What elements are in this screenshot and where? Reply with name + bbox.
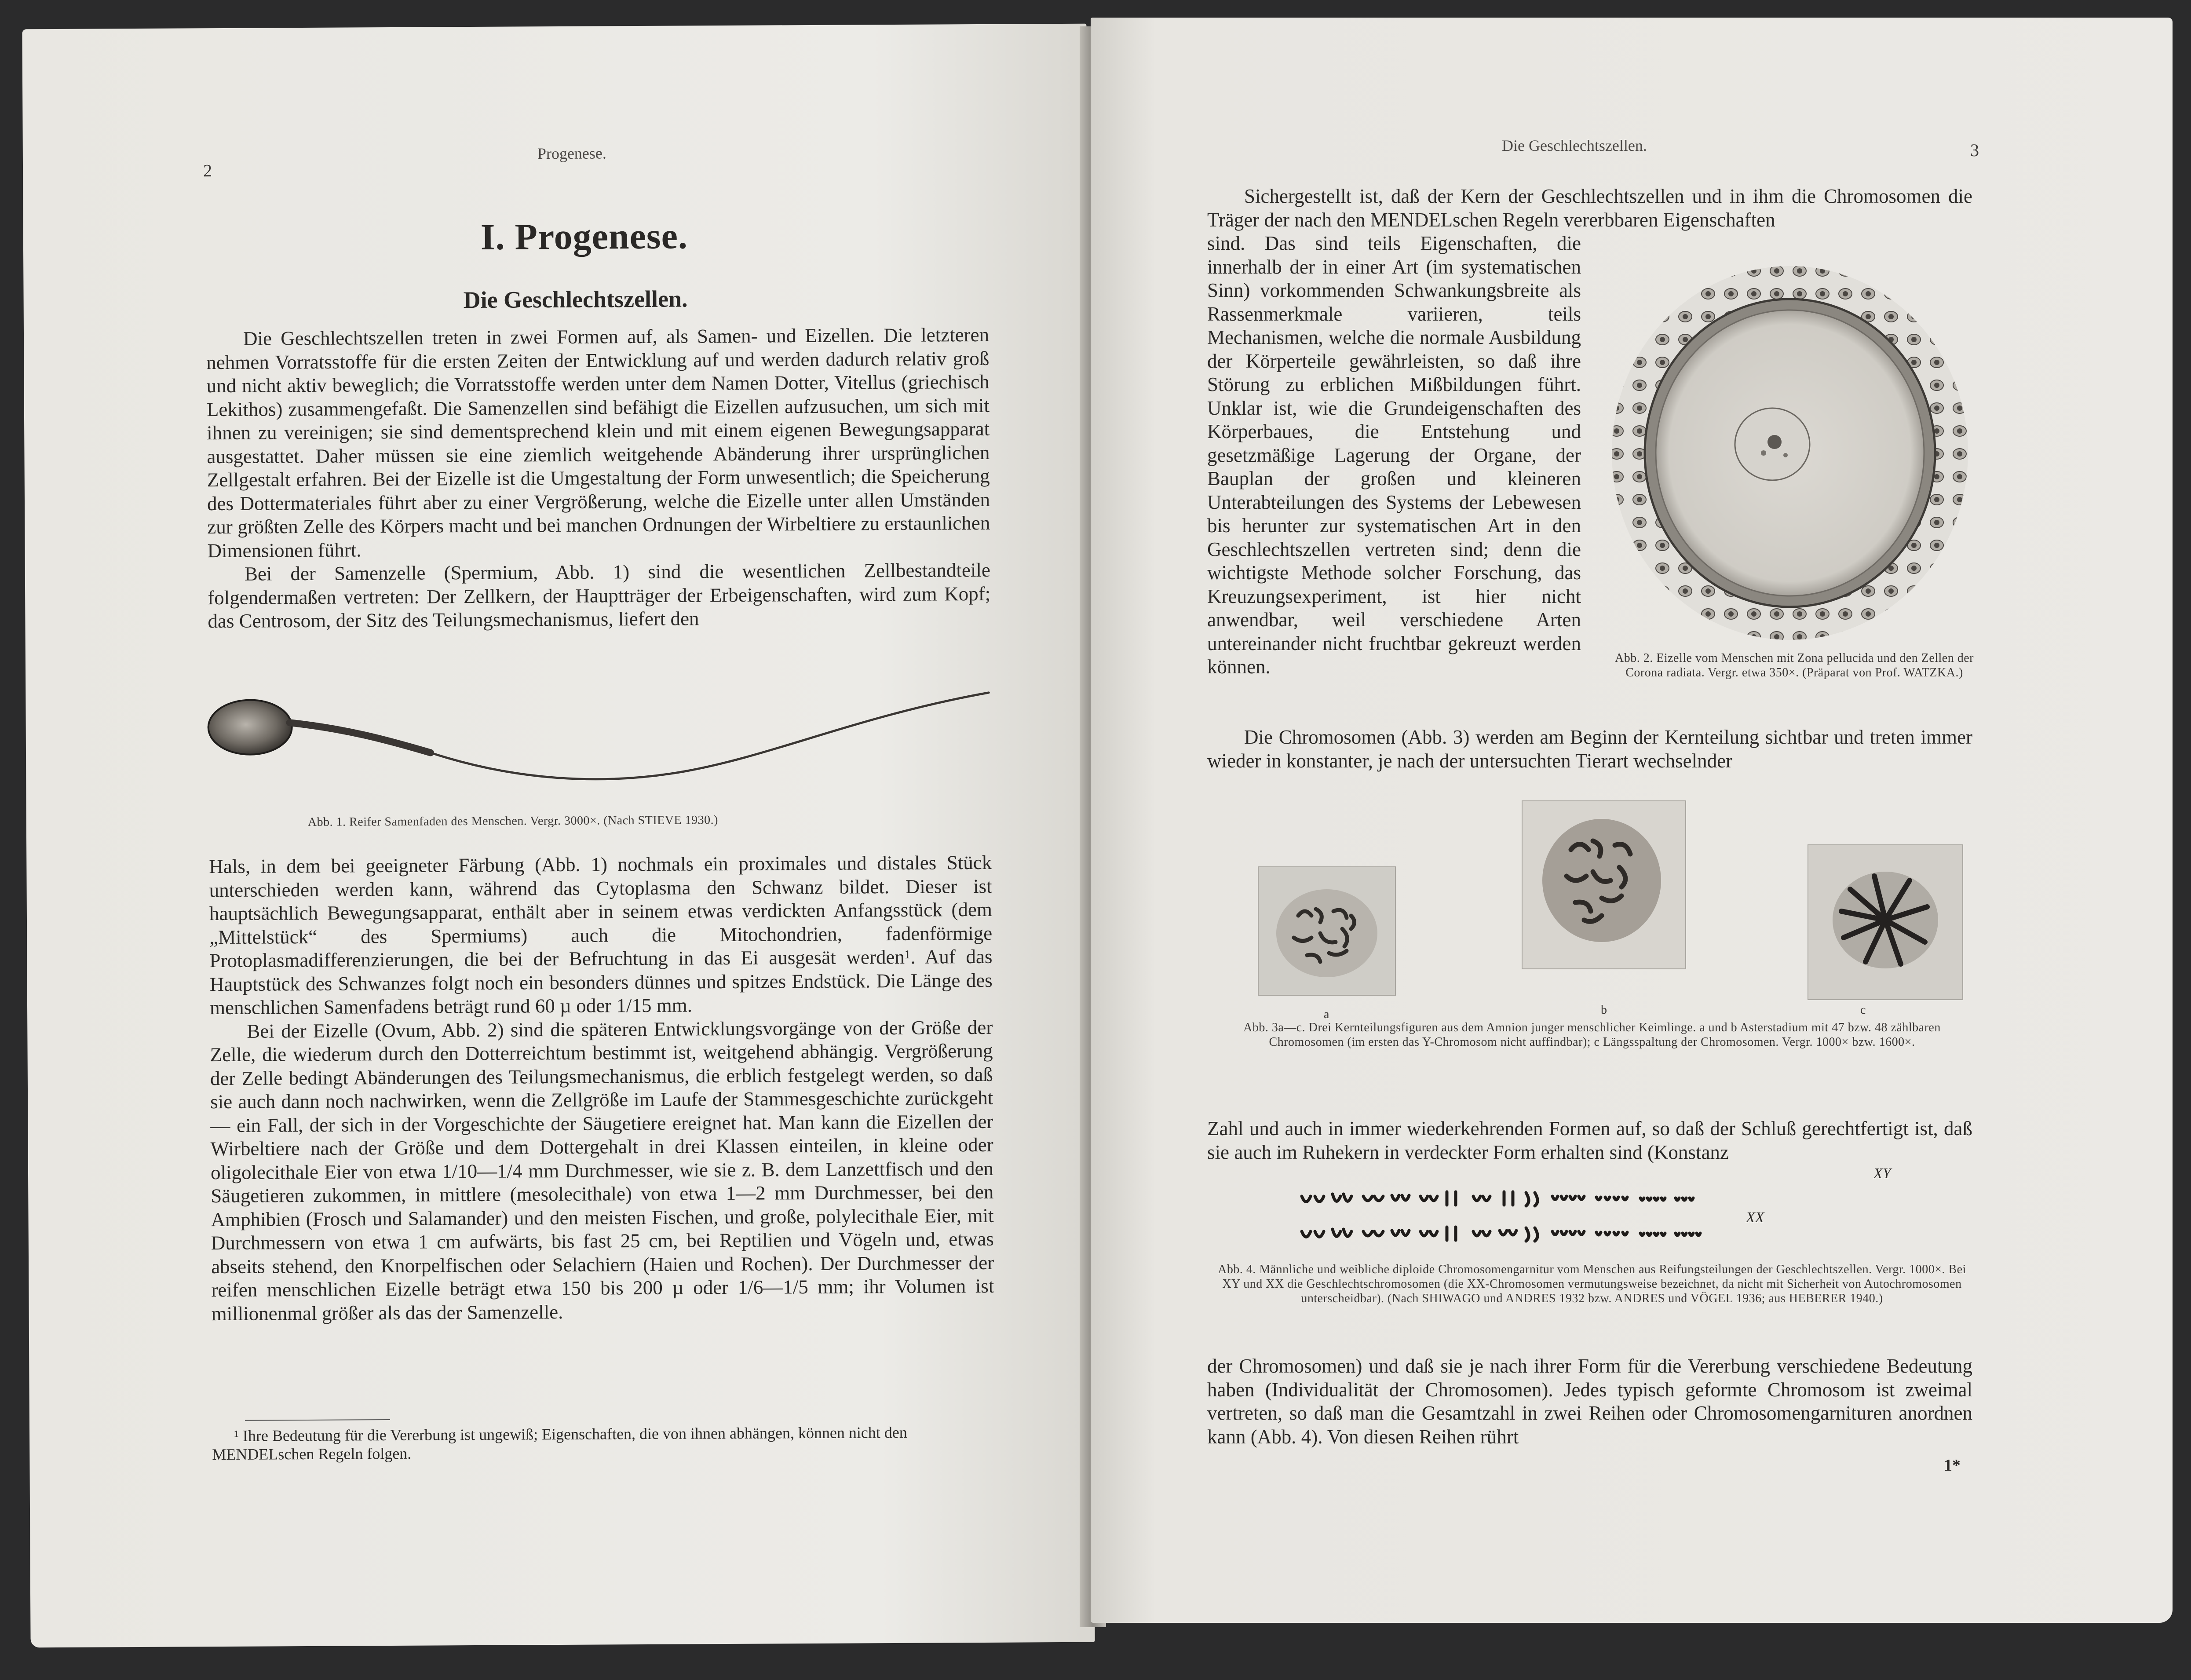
page-number: 2 (203, 161, 212, 181)
footnote-rule (245, 1419, 390, 1421)
figure-2-egg-cell (1605, 259, 1975, 646)
left-page (22, 24, 1095, 1648)
paragraph: Sichergestellt ist, daß der Kern der Geschlechtszellen und in ihm die Chromosomen die Träger der nach den MENDELschen Regeln vererbbaren Eigenschaften (1207, 185, 1972, 231)
paragraph: Zahl und auch in immer wiederkehrenden Formen auf, so daß der Schluß gerechtfertigt ist, daß sie auch im Ruhekern in verdeckter Form erhalten sind (Konstanz (1207, 1118, 1972, 1163)
paragraph: Hals, in dem bei geeigneter Färbung (Abb. 1) nochmals ein proximales und distales Stück unterschieden werden kann, während das Cytoplasma den Schwanz bildet. Dieser ist hauptsächlich Bewegungsapparat, enthält aber in seinem etwas verdickten Anfangsstück (dem „Mittelstück“ des Spermiums) auch die Mitochondrien, fadenförmige Protoplasmadifferenzierungen, die bei der Befruchtung in das Ei ausgesät werden¹. Auf das Hauptstück des Schwanzes folgt noch ein besonders dünnes und spitzes Endstück. Die Länge des menschlichen Samenfadens beträgt rund 60 µ oder 1/15 mm. (209, 851, 993, 1019)
figure-3b-photo (1522, 800, 1686, 969)
paragraph: sind. Das sind teils Eigenschaften, die innerhalb der in einer Art (im systematischen Sinn) vorkommenden Schwankungsbreite als Rassenmerkmale variieren, teils Mechanismen, welche die normale Ausbildung der Körperteile gewährleisten, so daß ihre Störung zu erblichen Mißbildungen führt. Unklar ist, wie die Grundeigenschaften des Körperbaues, die Entstehung und gesetzmäßige Lagerung der Organe, der Bauplan der großen und kleineren Unterabteilungen des Systems der Lebewesen bis herunter zur systematischen Art in den Geschlechtszellen vertreten sind; denn die wichtigste Methode solcher Forschung, das Kreuzungsexperiment, ist hier nicht anwendbar, weil verschiedene Arten untereinander nicht fruchtbar gekreuzt werden können. (1207, 232, 1581, 678)
section-title: Die Geschlechtszellen. (463, 285, 688, 314)
figure-3a-photo (1258, 866, 1396, 996)
paragraph: Die Chromosomen (Abb. 3) werden am Beginn der Kernteilung sichtbar und treten immer wieder in konstanter, je nach der untersuchten Tierart wechselnder (1207, 726, 1972, 772)
paragraph: der Chromosomen) und daß sie je nach ihrer Form für die Vererbung verschiedene Bedeutung haben (Individualität der Chromosomen). Jedes typisch geformte Chromosom ist zweimal vertreten, so daß man die Gesamtzahl in zwei Reihen oder Chromosomengarnituren anordnen kann (Abb. 4). Von diesen Reihen rührt (1207, 1355, 1972, 1448)
figure-1-sperm (201, 675, 994, 811)
figure-1-caption: Abb. 1. Reifer Samenfaden des Menschen. Vergr. 3000×. (Nach STIEVE 1930.) (307, 813, 718, 829)
main-text (209, 851, 994, 1326)
paragraph: Bei der Samenzelle (Spermium, Abb. 1) sind die wesentlichen Zellbestandteile folgendermaßen vertreten: Der Zellkern, der Hauptträger der Erbeigenschaften, wird zum Kopf; das Centrosom, der Sitz des Teilungsmechanismus, liefert den (208, 559, 991, 632)
figure-3a-label: a (1324, 1008, 1329, 1021)
figure-4-caption: Abb. 4. Männliche und weibliche diploide Chromosomengarnitur vom Menschen aus Reifungsteilungen der Geschlechtszellen. Vergr. 1000×. Bei XY und XX die Geschlechtschromosomen (die XX-Chromosomen vermutungsweise bezeichnet, da nicht mit Sicherheit von Autochromosomen unterscheidbar). (Nach SHIWAGO und ANDRES 1932 bzw. ANDRES und VÖGEL 1936; aus HEBERER 1940.) (1218, 1263, 1966, 1305)
paragraph: Bei der Eizelle (Ovum, Abb. 2) sind die späteren Entwicklungsvorgänge von der Größe der Zelle, die wiederum durch den Dotterreichtum bestimmt ist, weitgehend abhängig. Vergrößerung der Zelle bedingt Abänderungen des Teilungsmechanismus, die erblich festgelegt werden, so daß sie auch dann noch nachwirken, wenn die Zellgröße im Laufe der Stammesgeschichte zurückgeht — ein Fall, der sich in der Vorgeschichte der Säugetiere ereignet hat. Man kann die Eizellen der Wirbeltiere nach der Größe und dem Dottergehalt in drei Klassen einteilen, in kleine oder oligolecithale Eier von etwa 1/10—1/4 mm Durchmesser, wie sie z. B. dem Lanzettfisch und den Säugetieren zukommen, in mittlere (mesolecithale) von etwa 1—2 mm Durchmesser, bei den Amphibien (Frosch und Salamander) und den meisten Fischen, und große, polylecithale Eier, mit Durchmessern von etwa 1 cm aufwärts, bis fast 25 cm, bei Reptilien und Vögeln und, etwas abseits stehend, den Knorpelfischen oder Selachiern (Haien und Rochen). Der Durchmesser der reifen menschlichen Eizelle beträgt etwa 150 bis 200 µ oder 1/6—1/5 mm; ihr Volumen ist millionenmal größer als das der Samenzelle. (210, 1016, 994, 1325)
paragraph: Die Geschlechtszellen treten in zwei Formen auf, als Samen- und Eizellen. Die letzteren nehmen Vorratsstoffe für die ersten Zeiten der Entwicklung auf und werden dadurch relativ groß und nicht aktiv beweglich; die Vorratsstoffe werden unter dem Namen Dotter, Vitellus (griechisch Lekithos) zusammengefaßt. Die Samenzellen sind befähigt die Eizellen aufzusuchen, um sich mit ihnen zu vereinigen; sie sind dementsprechend klein und mit einem eigenen Bewegungsapparat ausgestattet. Daher müssen sie eine ziemlich weitgehende Abänderung ihrer ursprünglichen Zellgestalt erfahren. Bei der Eizelle ist die Umgestaltung der Form unwesentlich; die Speicherung des Dottermateriales führt aber zu einer Vergrößerung, welche die Eizelle unter allen Umständen zur größten Zelle des Körpers macht und bei manchen Ordnungen der Wirbeltiere zu erstaunlichen Dimensionen führt. (206, 323, 990, 562)
constancy-text (1207, 1117, 1972, 1164)
bottom-text (1207, 1355, 1972, 1449)
xx-label: XX (1746, 1209, 1764, 1226)
printer-signature: 1* (1944, 1456, 1961, 1475)
figure-3c-photo (1808, 844, 1963, 1000)
running-head: Die Geschlechtszellen. (1502, 137, 1647, 154)
narrow-text (1207, 232, 1581, 679)
running-head: Progenese. (537, 144, 606, 163)
chapter-title: I. Progenese. (480, 215, 688, 258)
xy-label: XY (1873, 1165, 1891, 1182)
footnote (212, 1423, 995, 1464)
figure-3-caption: Abb. 3a—c. Drei Kernteilungsfiguren aus dem Amnion junger menschlicher Keimlinge. a und b Asterstadium mit 47 bzw. 48 zählbaren Chromosomen (im ersten das Y-Chromosom nicht auffindbar); c Längsspaltung der Chromosomen. Vergr. 1000× bzw. 1600×. (1243, 1021, 1941, 1049)
chromosome-text (1207, 726, 1972, 773)
figure-2-caption: Abb. 2. Eizelle vom Menschen mit Zona pellucida und den Zellen der Corona radiata. Vergr. etwa 350×. (Präparat von Prof. WATZKA.) (1615, 651, 1974, 679)
right-page (1091, 18, 2173, 1623)
figure-3c-label: c (1860, 1003, 1866, 1017)
page-number: 3 (1970, 140, 1979, 160)
figure-3b-label: b (1601, 1003, 1607, 1017)
top-text (1207, 185, 1972, 232)
intro-text (206, 323, 991, 633)
footnote-text: ¹ Ihre Bedeutung für die Vererbung ist ungewiß; Eigenschaften, die von ihnen abhängen, können nicht den MENDELschen Regeln folgen. (212, 1423, 907, 1464)
figure-4-karyotype (1297, 1183, 1913, 1253)
